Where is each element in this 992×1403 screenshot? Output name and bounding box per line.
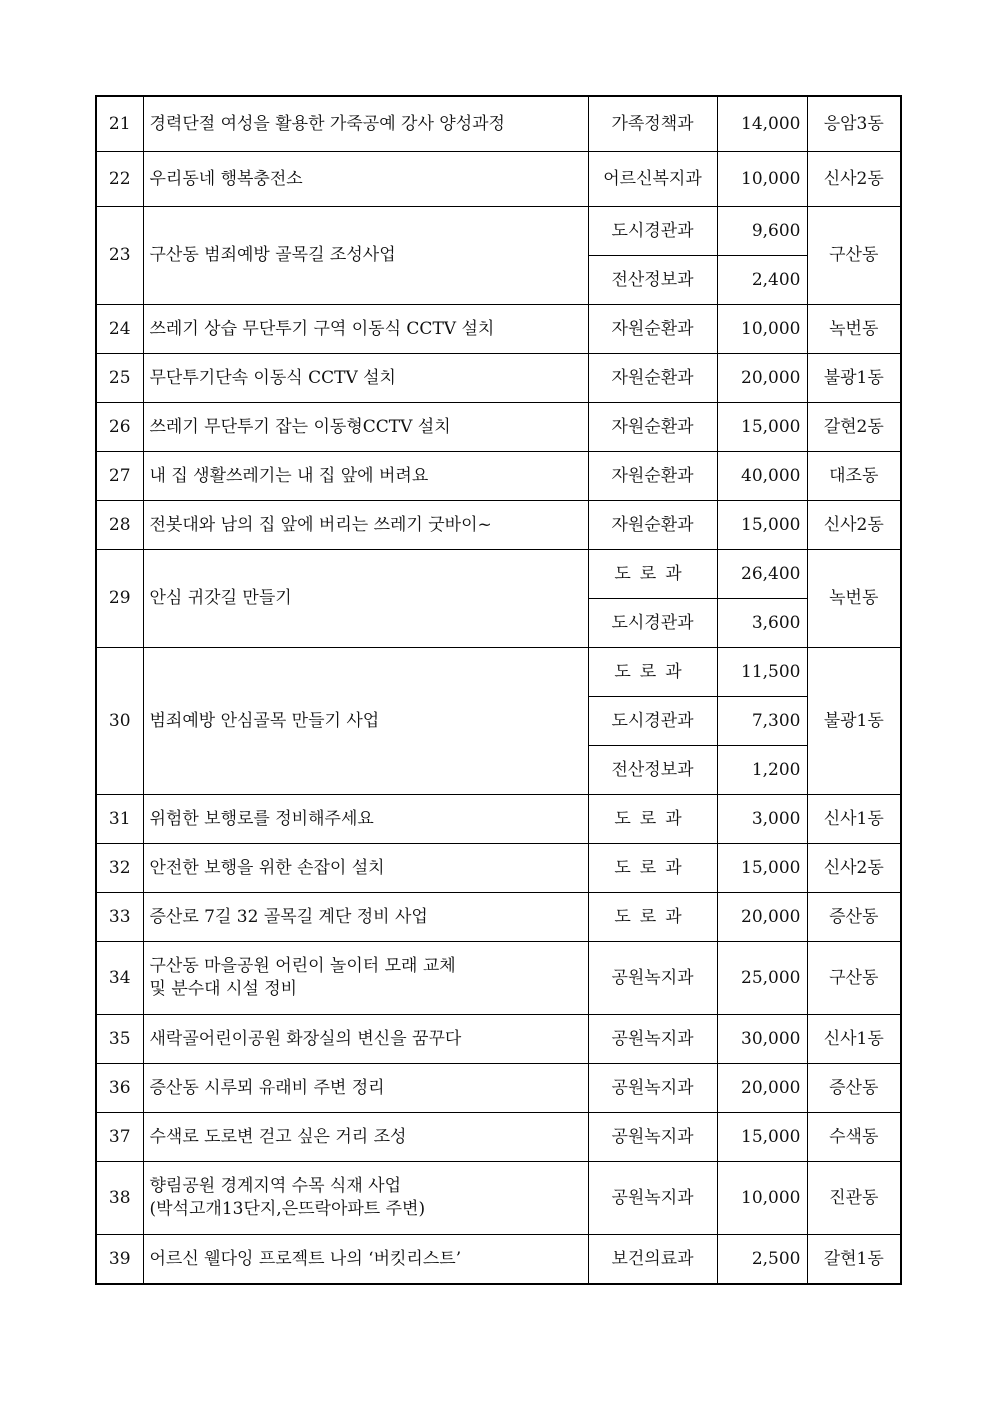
table-row <box>96 1113 901 1162</box>
department: 도시경관과 <box>588 599 717 648</box>
district: 신사2동 <box>807 152 901 207</box>
district: 신사2동 <box>807 501 901 550</box>
amount: 14,000 <box>717 96 807 152</box>
row-number: 24 <box>96 305 143 354</box>
amount: 10,000 <box>717 1162 807 1235</box>
district: 대조동 <box>807 452 901 501</box>
amount: 3,600 <box>717 599 807 648</box>
project-title-line: (박석고개13단지,은뜨락아파트 주변) <box>149 1199 426 1219</box>
amount: 26,400 <box>717 550 807 599</box>
department: 자원순환과 <box>588 403 717 452</box>
project-title: 안심 귀갓길 만들기 <box>143 550 588 648</box>
project-title: 어르신 웰다잉 프로젝트 나의 ‘버킷리스트’ <box>143 1235 588 1285</box>
department: 도로과 <box>588 795 717 844</box>
project-title <box>143 1162 588 1235</box>
amount: 2,400 <box>717 256 807 305</box>
table-row <box>96 550 901 599</box>
project-title: 전봇대와 남의 집 앞에 버리는 쓰레기 굿바이~ <box>143 501 588 550</box>
row-number: 35 <box>96 1015 143 1064</box>
department: 도로과 <box>588 844 717 893</box>
table-row <box>96 648 901 697</box>
district: 불광1동 <box>807 648 901 795</box>
project-title: 범죄예방 안심골목 만들기 사업 <box>143 648 588 795</box>
table-row <box>96 152 901 207</box>
row-number: 23 <box>96 207 143 305</box>
row-number: 37 <box>96 1113 143 1162</box>
district: 신사2동 <box>807 844 901 893</box>
district: 수색동 <box>807 1113 901 1162</box>
department: 공원녹지과 <box>588 1015 717 1064</box>
district: 신사1동 <box>807 795 901 844</box>
table-row <box>96 1064 901 1113</box>
amount: 15,000 <box>717 501 807 550</box>
amount: 10,000 <box>717 305 807 354</box>
district: 진관동 <box>807 1162 901 1235</box>
row-number: 39 <box>96 1235 143 1285</box>
project-title: 쓰레기 상습 무단투기 구역 이동식 CCTV 설치 <box>143 305 588 354</box>
district: 녹번동 <box>807 305 901 354</box>
department: 자원순환과 <box>588 305 717 354</box>
department: 보건의료과 <box>588 1235 717 1285</box>
amount: 25,000 <box>717 942 807 1015</box>
amount: 3,000 <box>717 795 807 844</box>
row-number: 36 <box>96 1064 143 1113</box>
district: 구산동 <box>807 207 901 305</box>
project-title: 무단투기단속 이동식 CCTV 설치 <box>143 354 588 403</box>
table-row <box>96 207 901 256</box>
amount: 10,000 <box>717 152 807 207</box>
department: 가족정책과 <box>588 96 717 152</box>
row-number: 32 <box>96 844 143 893</box>
amount: 20,000 <box>717 354 807 403</box>
row-number: 26 <box>96 403 143 452</box>
project-title-line: 및 분수대 시설 정비 <box>149 979 298 999</box>
row-number: 28 <box>96 501 143 550</box>
table-row <box>96 1235 901 1285</box>
department: 공원녹지과 <box>588 1064 717 1113</box>
row-number: 29 <box>96 550 143 648</box>
department: 공원녹지과 <box>588 1113 717 1162</box>
department: 자원순환과 <box>588 452 717 501</box>
amount: 30,000 <box>717 1015 807 1064</box>
department: 도로과 <box>588 648 717 697</box>
table-row <box>96 354 901 403</box>
project-title-line: 향림공원 경계지역 수목 식재 사업 <box>149 1176 402 1196</box>
department: 도로과 <box>588 893 717 942</box>
department: 도로과 <box>588 550 717 599</box>
project-title-line: 구산동 마을공원 어린이 놀이터 모래 교체 <box>149 956 456 976</box>
row-number: 21 <box>96 96 143 152</box>
row-number: 22 <box>96 152 143 207</box>
row-number: 34 <box>96 942 143 1015</box>
district: 증산동 <box>807 1064 901 1113</box>
district: 응암3동 <box>807 96 901 152</box>
amount: 1,200 <box>717 746 807 795</box>
district: 증산동 <box>807 893 901 942</box>
table-row <box>96 893 901 942</box>
row-number: 33 <box>96 893 143 942</box>
amount: 15,000 <box>717 844 807 893</box>
district: 갈현1동 <box>807 1235 901 1285</box>
department: 도시경관과 <box>588 697 717 746</box>
department: 자원순환과 <box>588 354 717 403</box>
project-title: 안전한 보행을 위한 손잡이 설치 <box>143 844 588 893</box>
table-row <box>96 452 901 501</box>
department: 공원녹지과 <box>588 1162 717 1235</box>
row-number: 31 <box>96 795 143 844</box>
amount: 40,000 <box>717 452 807 501</box>
table-row <box>96 1015 901 1064</box>
row-number: 27 <box>96 452 143 501</box>
project-title <box>143 942 588 1015</box>
amount: 11,500 <box>717 648 807 697</box>
district: 구산동 <box>807 942 901 1015</box>
department: 도시경관과 <box>588 207 717 256</box>
project-title: 경력단절 여성을 활용한 가죽공예 강사 양성과정 <box>143 96 588 152</box>
row-number: 38 <box>96 1162 143 1235</box>
amount: 9,600 <box>717 207 807 256</box>
project-title: 증산로 7길 32 골목길 계단 정비 사업 <box>143 893 588 942</box>
project-title: 우리동네 행복충전소 <box>143 152 588 207</box>
department: 공원녹지과 <box>588 942 717 1015</box>
project-title: 쓰레기 무단투기 잡는 이동형CCTV 설치 <box>143 403 588 452</box>
amount: 2,500 <box>717 1235 807 1285</box>
table-row <box>96 501 901 550</box>
table-row <box>96 96 901 152</box>
table-row <box>96 942 901 1015</box>
district: 갈현2동 <box>807 403 901 452</box>
table-row <box>96 795 901 844</box>
amount: 15,000 <box>717 1113 807 1162</box>
project-title: 내 집 생활쓰레기는 내 집 앞에 버려요 <box>143 452 588 501</box>
table-row <box>96 1162 901 1235</box>
table-row <box>96 403 901 452</box>
project-title: 증산동 시루뫼 유래비 주변 정리 <box>143 1064 588 1113</box>
amount: 20,000 <box>717 893 807 942</box>
budget-project-table <box>95 95 902 1285</box>
department: 전산정보과 <box>588 256 717 305</box>
project-title: 수색로 도로변 걷고 싶은 거리 조성 <box>143 1113 588 1162</box>
amount: 7,300 <box>717 697 807 746</box>
project-title: 새락골어린이공원 화장실의 변신을 꿈꾸다 <box>143 1015 588 1064</box>
table-row <box>96 844 901 893</box>
row-number: 25 <box>96 354 143 403</box>
district: 불광1동 <box>807 354 901 403</box>
department: 전산정보과 <box>588 746 717 795</box>
district: 녹번동 <box>807 550 901 648</box>
table-row <box>96 305 901 354</box>
department: 자원순환과 <box>588 501 717 550</box>
project-title: 위험한 보행로를 정비해주세요 <box>143 795 588 844</box>
amount: 20,000 <box>717 1064 807 1113</box>
department: 어르신복지과 <box>588 152 717 207</box>
amount: 15,000 <box>717 403 807 452</box>
project-title: 구산동 범죄예방 골목길 조성사업 <box>143 207 588 305</box>
district: 신사1동 <box>807 1015 901 1064</box>
row-number: 30 <box>96 648 143 795</box>
